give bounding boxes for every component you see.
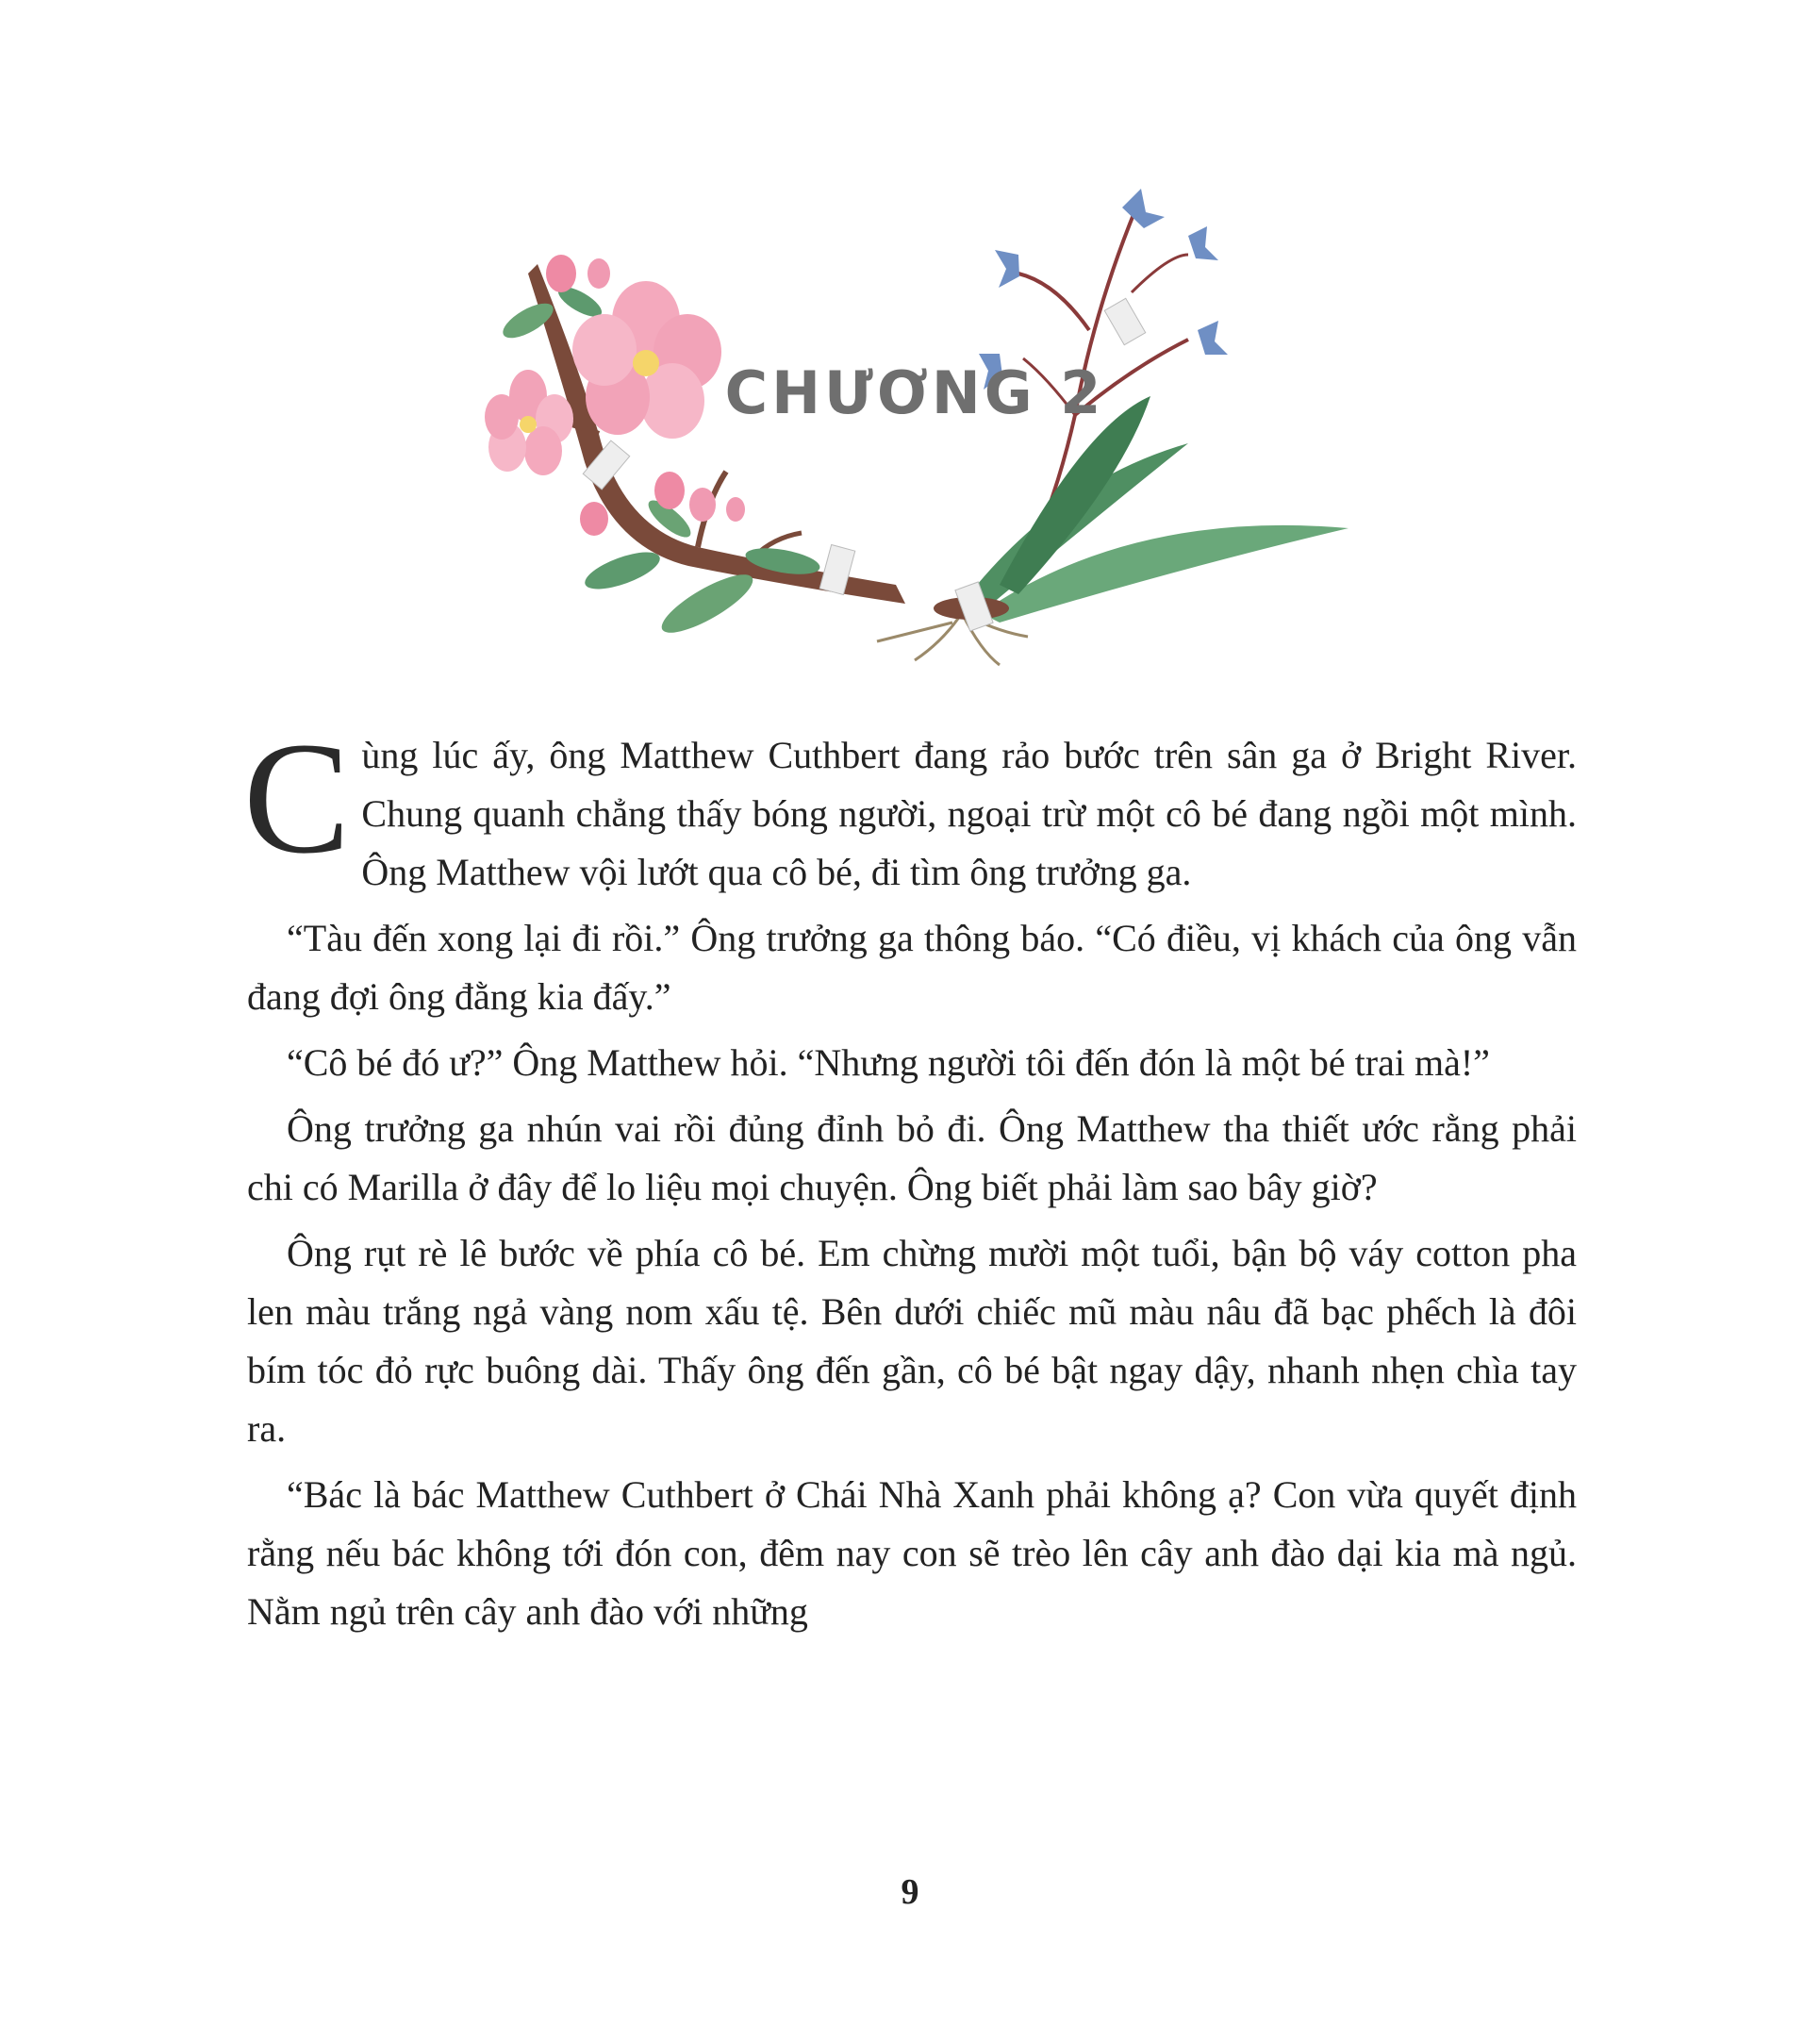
chapter-title: CHƯƠNG 2 [724, 358, 1105, 427]
paragraph: “Bác là bác Matthew Cuthbert ở Chái Nhà Xanh phải không ạ? Con vừa quyết định rằng nếu bác không tới đón con, đêm nay con sẽ trèo lên cây anh đào dại kia mà ngủ. Nằm ngủ trên cây anh đào với những [247, 1473, 1577, 1633]
drop-cap: C [243, 709, 351, 887]
page-number: 9 [901, 1872, 919, 1912]
paragraph-opening-text: ùng lúc ấy, ông Matthew Cuthbert đang rảo bước trên sân ga ở Bright River. Chung quanh chẳng thấy bóng người, ngoại trừ một cô bé đang ngồi một mình. Ông Matthew vội lướt qua cô bé, đi tìm ông trưởng ga. [361, 734, 1577, 893]
paragraph: “Tàu đến xong lại đi rồi.” Ông trưởng ga thông báo. “Có điều, vị khách của ông vẫn đang đợi ông đằng kia đấy.” [247, 917, 1577, 1018]
paragraph: “Cô bé đó ư?” Ông Matthew hỏi. “Nhưng người tôi đến đón là một bé trai mà!” [287, 1041, 1490, 1084]
chapter-body-text [243, 709, 1577, 1649]
cherry-blossom-branch [485, 255, 905, 642]
floral-illustration [472, 189, 1377, 679]
paragraph: Ông rụt rè lê bước về phía cô bé. Em chừng mười một tuổi, bận bộ váy cotton pha len màu trắng ngả vàng nom xấu tệ. Bên dưới chiếc mũ màu nâu đã bạc phếch là đôi bím tóc đỏ rực buông dài. Thấy ông đến gần, cô bé bật ngay dậy, nhanh nhẹn chìa tay ra. [247, 1232, 1577, 1450]
paragraph: Ông trưởng ga nhún vai rồi đủng đỉnh bỏ đi. Ông Matthew tha thiết ước rằng phải chi có Marilla ở đây để lo liệu mọi chuyện. Ông biết phải làm sao bây giờ? [247, 1107, 1577, 1208]
chapter-ornament [472, 189, 1377, 679]
paragraph-opening [243, 709, 1577, 902]
